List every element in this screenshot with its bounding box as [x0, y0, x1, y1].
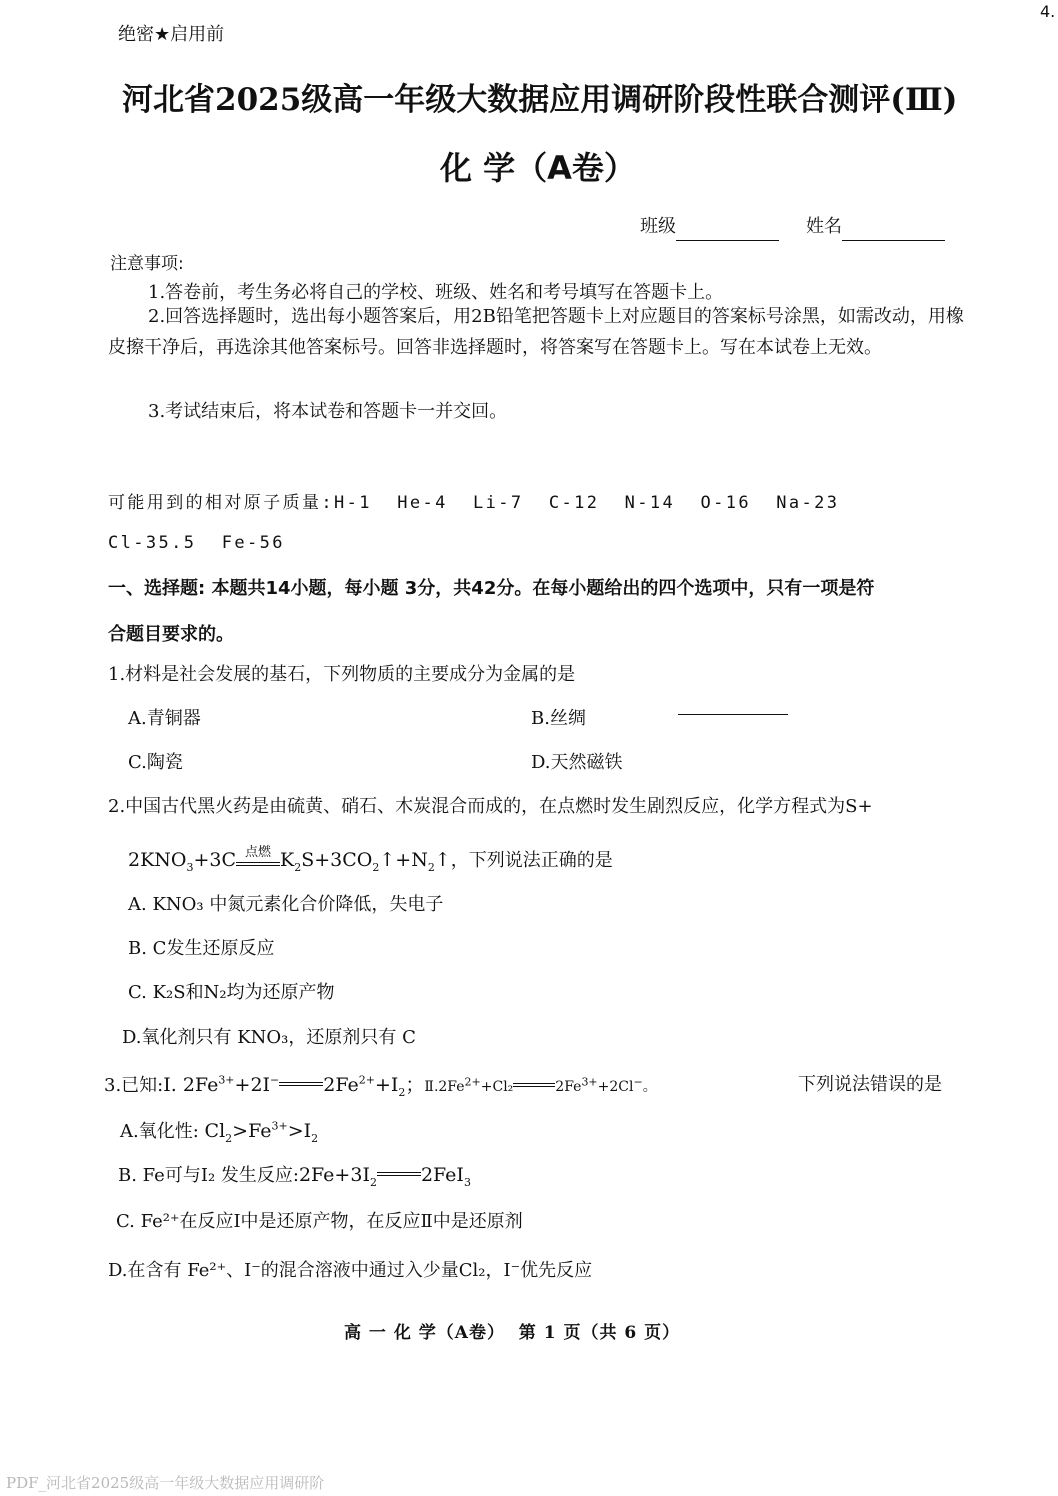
notice-item-2: 2.回答选择题时，选出每小题答案后，用2B铅笔把答题卡上对应题目的答案标号涂黑，如需改动，用橡皮擦干净后，再选涂其他答案标号。回答非选择题时，将答案写在答题卡上。写在本试卷上无效。 [108, 306, 964, 358]
q2-eq-tail: ，下列说法正确的是 [450, 850, 613, 871]
watermark: PDF_河北省2025级高一年级大数据应用调研阶 [6, 1474, 325, 1492]
q2-eq-reactants: $2KNO_3+3C$ [128, 849, 237, 874]
atomic-masses-line1: 可能用到的相对原子质量:H-1 He-4 Li-7 C-12 N-14 O-16 Na-23 [108, 493, 840, 513]
page-footer: 高 一 化 学（A卷） 第 1 页（共 6 页） [344, 1323, 681, 1343]
corner-mark: 4. [1040, 2, 1056, 21]
class-label: 班级 [640, 216, 676, 237]
q1-option-a[interactable]: A.青铜器 [128, 708, 201, 729]
section1-line1: 一、选择题: 本题共14小题，每小题 3分，共42分。在每小题给出的四个选项中，只有一项是符 [108, 578, 875, 599]
q1-option-c[interactable]: C.陶瓷 [128, 752, 183, 773]
notice-heading: 注意事项: [110, 254, 184, 274]
q3-option-b-formula: $2Fe+3I_2$ 2FeI$_3$ [298, 1164, 471, 1189]
q3-stem [104, 1070, 657, 1099]
subject-title: 化 学（A卷） [440, 149, 636, 187]
q2-eq-condition: 点燃 [245, 845, 272, 860]
q2-eq-arrow [236, 845, 280, 866]
q3-option-b[interactable] [118, 1161, 471, 1189]
q2-option-d[interactable]: D.氧化剂只有 KNO₃，还原剂只有 C [122, 1027, 416, 1048]
q1-option-d[interactable]: D.天然磁铁 [531, 752, 623, 773]
q2-stem: 2.中国古代黑火药是由硫黄、硝石、木炭混合而成的，在点燃时发生剧烈反应，化学方程式为S+ [108, 796, 873, 817]
name-field[interactable] [806, 212, 945, 241]
notice-item-1: 1.答卷前，考生务必将自己的学校、班级、姓名和考号填写在答题卡上。 [148, 282, 724, 303]
q3-option-d[interactable]: D.在含有 Fe²⁺、I⁻的混合溶液中通过入少量Cl₂，I⁻优先反应 [108, 1260, 593, 1281]
q3-option-a-formula: $Cl_2>Fe^{3+}>I_2$ [204, 1119, 319, 1145]
q3-option-b-label: B. Fe可与I₂ 发生反应: [118, 1165, 299, 1186]
q2-option-c[interactable]: C. K₂S和N₂均为还原产物 [128, 982, 335, 1003]
q2-equation [128, 846, 613, 874]
atomic-masses-line2: Cl-35.5 Fe-56 [108, 533, 285, 553]
exam-title: 河北省2025级高一年级大数据应用调研阶段性联合测评(Ⅲ) [122, 82, 958, 118]
name-label: 姓名 [806, 216, 842, 237]
q1-option-b[interactable]: B.丝绸 [531, 708, 586, 729]
notice-item-3: 3.考试结束后，将本试卷和答题卡一并交回。 [148, 401, 508, 422]
q2-eq-products: $K_2S+3CO_2↑+N_2↑$ [280, 849, 451, 874]
class-blank[interactable] [676, 219, 779, 241]
q3-option-c[interactable]: C. Fe²⁺在反应Ⅰ中是还原产物，在反应Ⅱ中是还原剂 [116, 1211, 523, 1232]
q3-option-a[interactable] [120, 1117, 318, 1145]
q1-stem: 1.材料是社会发展的基石，下列物质的主要成分为金属的是 [108, 664, 576, 685]
name-blank[interactable] [842, 219, 945, 241]
q3-tail: 下列说法错误的是 [798, 1074, 942, 1095]
q1-stray-line [678, 714, 788, 715]
secret-label: 绝密★启用前 [118, 24, 225, 45]
q3-reaction-2: $Ⅱ.2Fe^{2+}+Cl_2$ $2Fe^{3+}+2Cl^-$。 [424, 1075, 657, 1095]
class-field[interactable] [640, 212, 779, 241]
q3-prefix: 3.已知: [104, 1075, 164, 1096]
q3-option-a-label: A.氧化性: [120, 1121, 199, 1142]
q3-reaction-1: Ⅰ. $2Fe^{3+}+2I^-$ $2Fe^{2+}+I_2$； [163, 1073, 425, 1099]
section1-line2: 合题目要求的。 [108, 624, 234, 645]
q2-option-a[interactable]: A. KNO₃ 中氮元素化合价降低，失电子 [128, 894, 444, 915]
q2-option-b[interactable]: B. C发生还原反应 [128, 938, 275, 959]
